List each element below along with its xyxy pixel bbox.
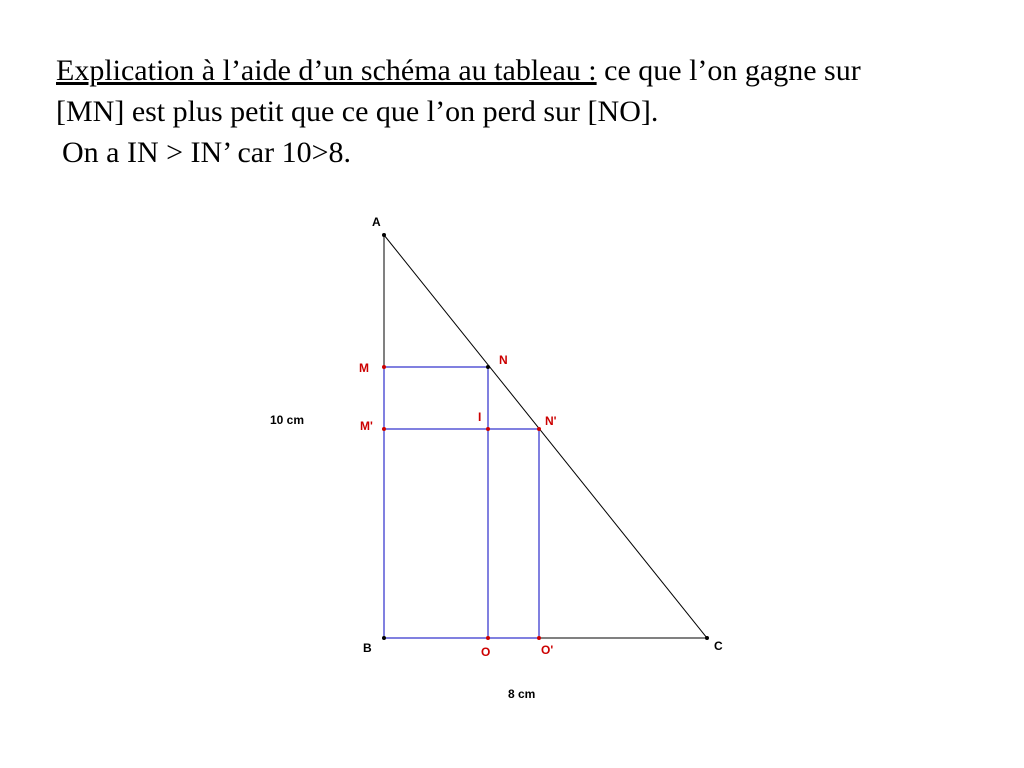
segment-ac	[384, 235, 707, 638]
point-c	[705, 636, 709, 640]
point-o-prime	[537, 636, 541, 640]
label-m-prime: M'	[360, 419, 373, 433]
label-o: O	[481, 645, 491, 659]
point-n	[486, 365, 490, 369]
label-n: N	[499, 353, 508, 367]
label-m: M	[359, 361, 369, 375]
heading-underlined: Explication à l’aide d’un schéma au tableau :	[56, 54, 597, 87]
point-a	[382, 233, 386, 237]
point-m	[382, 365, 386, 369]
point-i	[486, 427, 490, 431]
height-dimension-label: 10 cm	[270, 413, 305, 427]
label-c: C	[714, 639, 723, 653]
label-o-prime: O'	[541, 643, 554, 657]
label-b: B	[363, 641, 372, 655]
label-a: A	[372, 215, 381, 229]
heading-rest: ce que l’on gagne sur	[596, 54, 861, 87]
label-i: I	[478, 410, 482, 424]
explanation-line-2: [MN] est plus petit que ce que l’on perd sur [NO].	[56, 95, 659, 128]
point-b	[382, 636, 386, 640]
width-dimension-label: 8 cm	[508, 687, 536, 701]
point-o	[486, 636, 490, 640]
point-m-prime	[382, 427, 386, 431]
point-n-prime	[537, 427, 541, 431]
label-n-prime: N'	[545, 414, 557, 428]
explanation-line-3: On a IN > IN’ car 10>8.	[62, 136, 352, 169]
